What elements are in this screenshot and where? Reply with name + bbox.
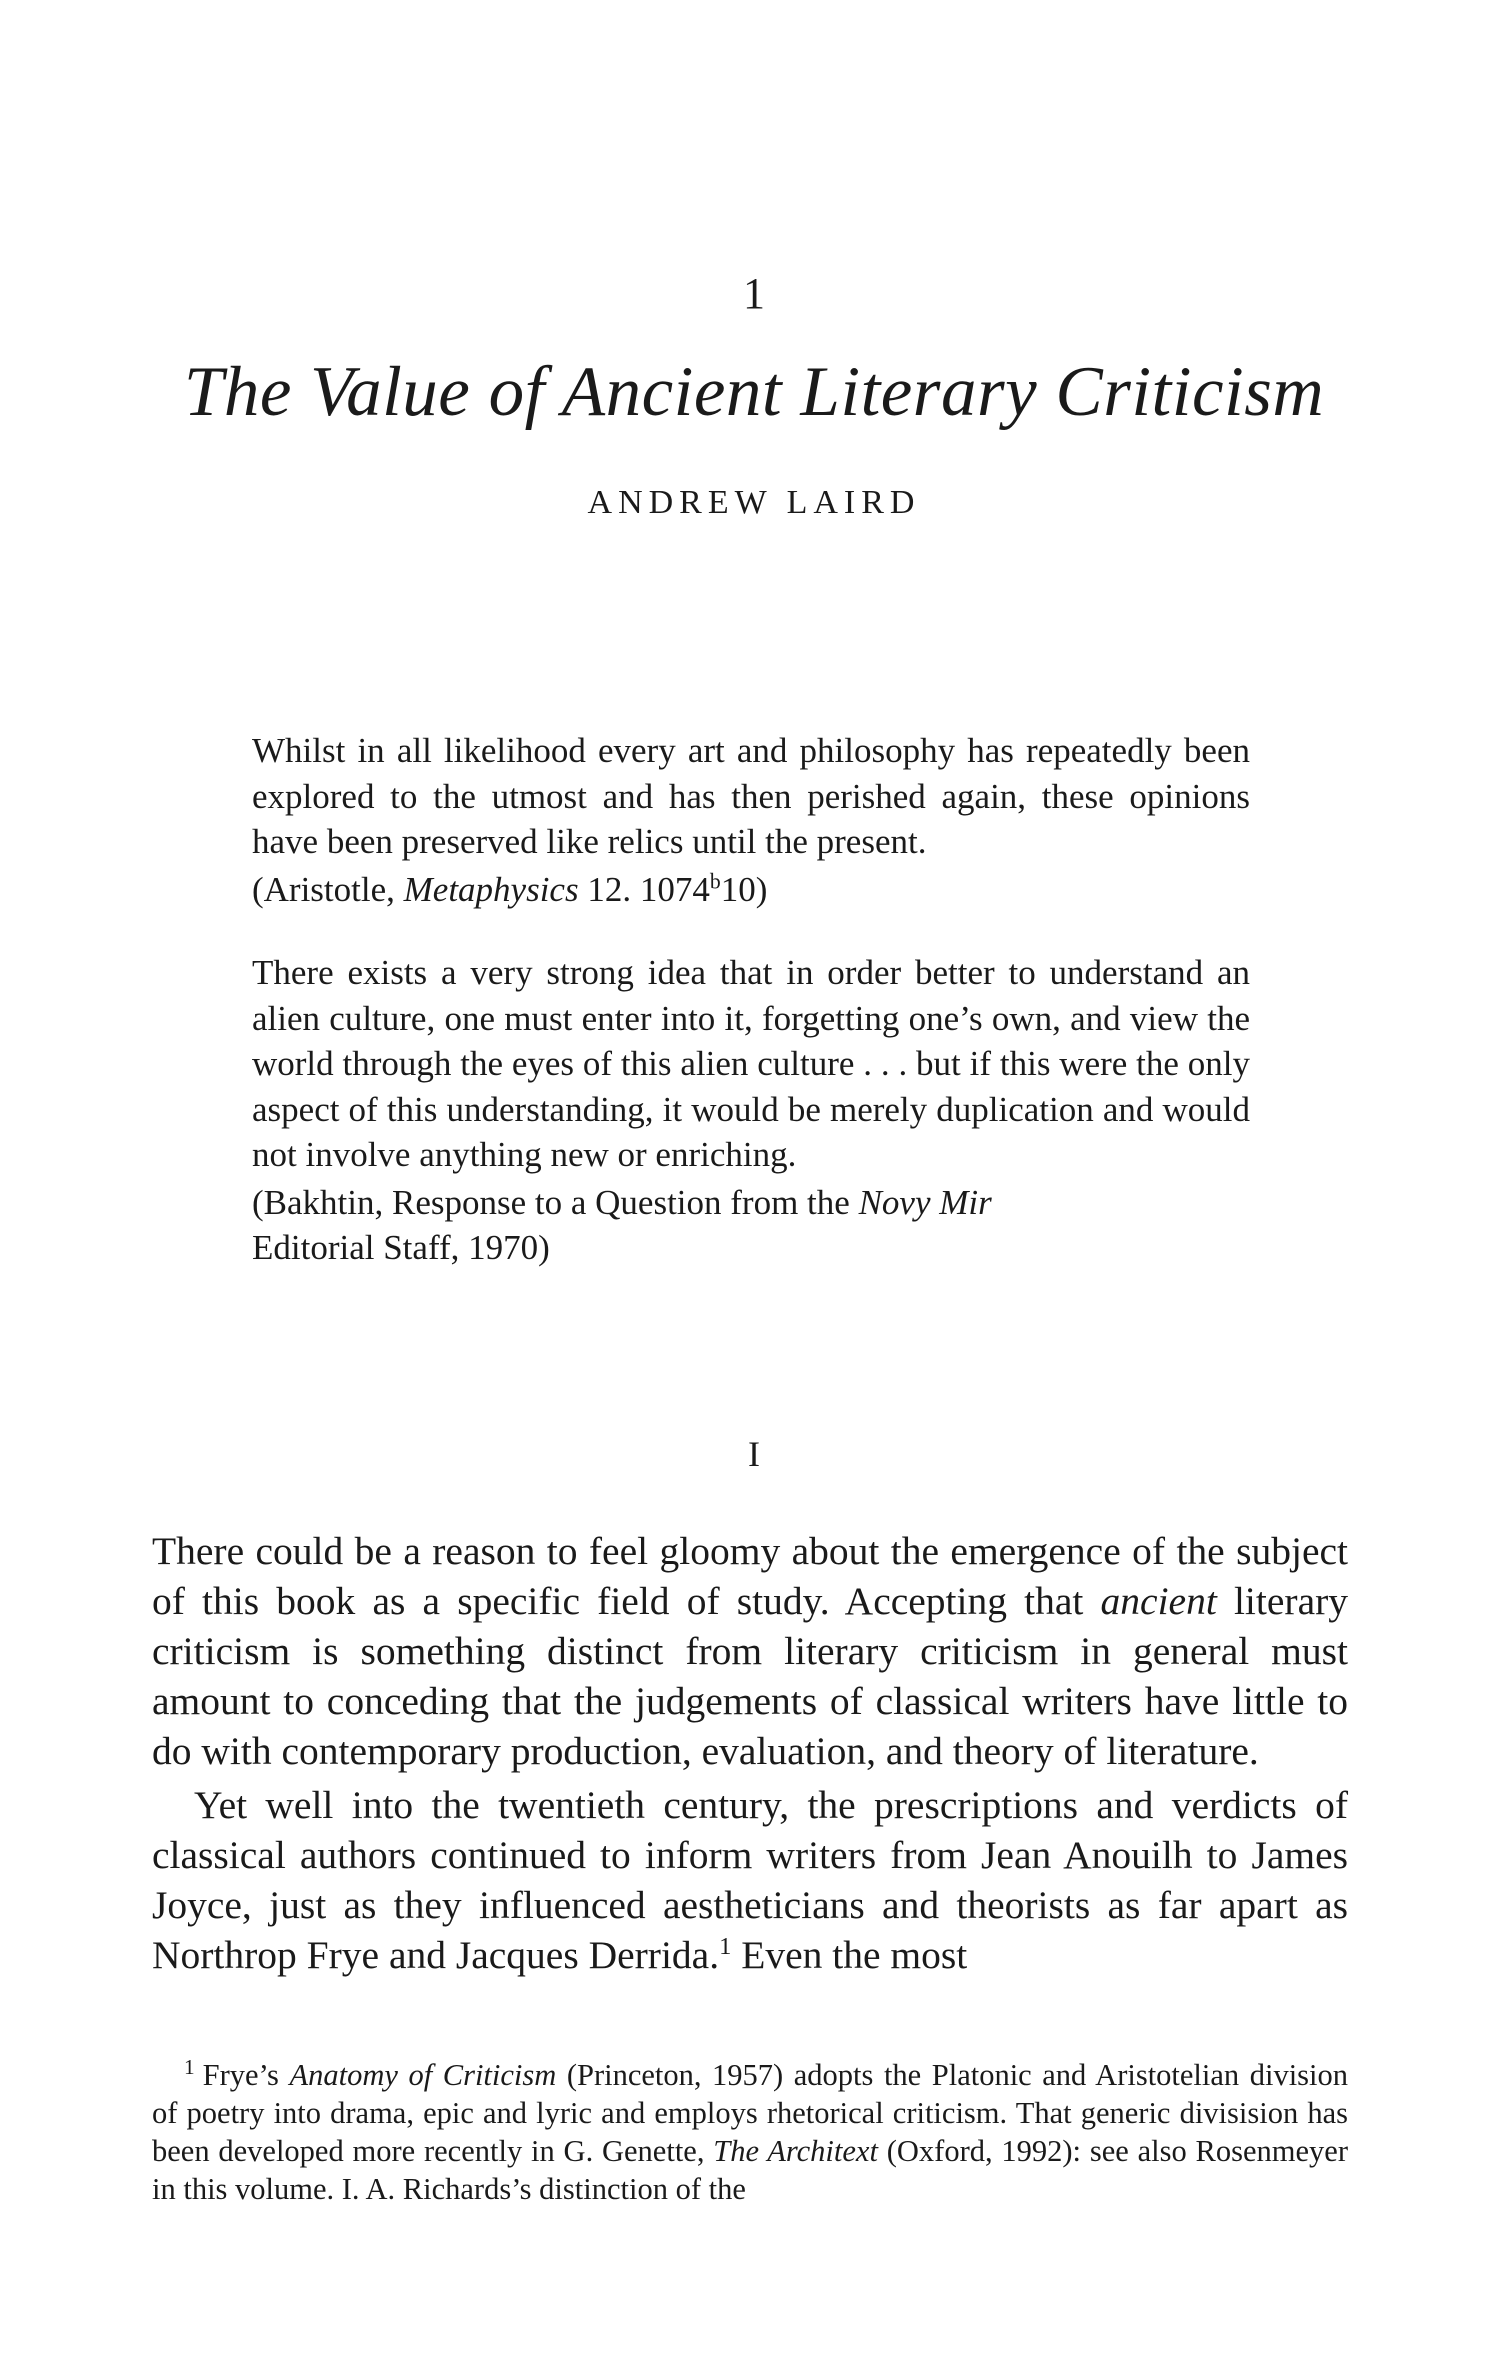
epigraph-aristotle xyxy=(252,728,1250,912)
epigraph-citation xyxy=(252,867,1250,913)
epigraph-citation xyxy=(252,1180,1250,1271)
footnote-reference: 1 xyxy=(719,1932,732,1960)
epigraph-bakhtin xyxy=(252,950,1250,1271)
citation-prefix: (Aristotle, xyxy=(252,869,404,909)
citation-superscript: b xyxy=(709,868,721,893)
chapter-number: 1 xyxy=(743,269,765,318)
paragraph-text: There could be a reason to feel gloomy about the emergence of the subject of this book as a specific field of study. Accepting that xyxy=(152,1529,1348,1623)
footnote-title: The Architext xyxy=(713,2134,878,2168)
chapter-author: ANDREW LAIRD xyxy=(587,484,921,521)
footnote-text: (Princeton, 1957) adopts the Platonic and Aristotelian division of poetry into drama, epic and lyric and employs rhetorical criticism. That generic divisision has been developed more recently in G. Genette, xyxy=(152,2058,1349,2168)
citation-line-2: Editorial Staff, 1970) xyxy=(252,1228,550,1267)
epigraph-text: Whilst in all likelihood every art and philosophy has repeatedly been explored to the utmost and has then perished again, these opinions have been preserved like relics until the present. xyxy=(252,731,1250,861)
section-number: I xyxy=(748,1434,760,1474)
paragraph-text: Even the most xyxy=(731,1933,968,1977)
paragraph-emphasis: ancient xyxy=(1100,1579,1217,1623)
paragraph-text: Yet well into the twentieth century, the prescriptions and verdicts of classical authors continued to inform writers from Jean Anouilh to James Joyce, just as they influenced aestheticians and theorists as far apart as Northrop Frye and Jacques Derrida. xyxy=(152,1783,1348,1977)
footnote-marker: 1 xyxy=(184,2054,195,2079)
footnote-text: Frye’s xyxy=(202,2058,290,2092)
citation-prefix: (Bakhtin, Response to a Question from the xyxy=(252,1182,859,1222)
chapter-title: The Value of Ancient Literary Criticism xyxy=(183,353,1325,431)
citation-work: Novy Mir xyxy=(858,1182,992,1222)
citation-ref: 12. 1074 xyxy=(578,869,710,909)
paragraph-1 xyxy=(152,1526,1348,1776)
citation-suffix: 10) xyxy=(720,869,768,909)
paragraph-text: literary criticism is something distinct from literary criticism in general must amount to conceding that the judgements of classical writers have little to do with contemporary production, evaluation, and theory of literature. xyxy=(152,1579,1348,1773)
body-text xyxy=(152,1526,1348,1980)
epigraph-text: There exists a very strong idea that in order better to understand an alien culture, one must enter into it, forgetting one’s own, and view the world through the eyes of this alien culture . . . but if this were the only aspect of this understanding, it would be merely duplication and would not involve anything new or enriching. xyxy=(252,953,1250,1174)
footnote-1 xyxy=(152,2056,1348,2208)
citation-work: Metaphysics xyxy=(403,869,579,909)
paragraph-2 xyxy=(152,1780,1348,1980)
footnote-title: Anatomy of Criticism xyxy=(289,2058,557,2092)
footnote-text: (Oxford, 1992): see also Rosenmeyer in this volume. I. A. Richards’s distinction of the xyxy=(152,2134,1348,2206)
footnotes xyxy=(152,2056,1348,2208)
